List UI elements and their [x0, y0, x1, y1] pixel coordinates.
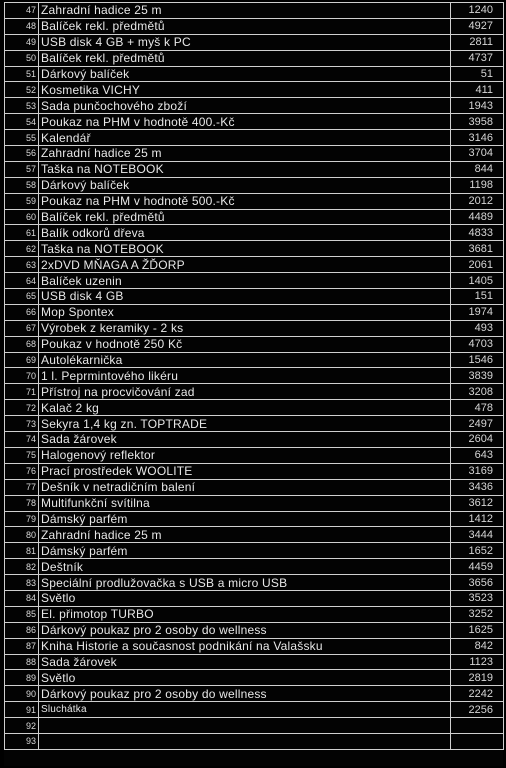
table-row: [5, 34, 504, 50]
table-row: [5, 733, 504, 749]
table-row: [5, 670, 504, 686]
table-row: [5, 146, 504, 162]
row-number: 54: [5, 114, 39, 130]
table-row: [5, 130, 504, 146]
table-row: [5, 495, 504, 511]
row-number: 85: [5, 606, 39, 622]
ticket-number: 2242: [451, 686, 504, 702]
row-number: 61: [5, 225, 39, 241]
table-row: [5, 575, 504, 591]
row-number: 90: [5, 686, 39, 702]
item-name: Sekyra 1,4 kg zn. TOPTRADE: [39, 416, 451, 432]
item-name: Prací prostředek WOOLITE: [39, 463, 451, 479]
item-name: Balíček rekl. předmětů: [39, 18, 451, 34]
table-row: [5, 257, 504, 273]
ticket-number: 3436: [451, 479, 504, 495]
ticket-number: 4833: [451, 225, 504, 241]
table-row: [5, 336, 504, 352]
ticket-number: 643: [451, 447, 504, 463]
ticket-number: 1240: [451, 3, 504, 19]
item-name: Sluchátka: [39, 702, 451, 718]
ticket-number: 1943: [451, 98, 504, 114]
ticket-number: 1412: [451, 511, 504, 527]
table-row: [5, 479, 504, 495]
table-row: [5, 718, 504, 734]
table-row: [5, 463, 504, 479]
ticket-number: 3839: [451, 368, 504, 384]
table-row: [5, 114, 504, 130]
row-number: 55: [5, 130, 39, 146]
row-number: 82: [5, 559, 39, 575]
table-row: [5, 511, 504, 527]
ticket-number: 3523: [451, 590, 504, 606]
ticket-number: 1198: [451, 177, 504, 193]
table-row: [5, 654, 504, 670]
table-row: [5, 193, 504, 209]
item-name: Světlo: [39, 670, 451, 686]
item-name: Taška na NOTEBOOK: [39, 161, 451, 177]
ticket-number: 3656: [451, 575, 504, 591]
row-number: 63: [5, 257, 39, 273]
item-name: Přístroj na procvičování zad: [39, 384, 451, 400]
item-name: Autolékarnička: [39, 352, 451, 368]
row-number: 77: [5, 479, 39, 495]
item-name: Kalač 2 kg: [39, 400, 451, 416]
row-number: 72: [5, 400, 39, 416]
item-name: USB disk 4 GB: [39, 289, 451, 305]
item-name: Zahradní hadice 25 m: [39, 3, 451, 19]
table-row: [5, 304, 504, 320]
row-number: 67: [5, 320, 39, 336]
item-name: [39, 733, 451, 749]
table-row: [5, 590, 504, 606]
ticket-number: 411: [451, 82, 504, 98]
ticket-number: 2061: [451, 257, 504, 273]
item-name: Dárkový poukaz pro 2 osoby do wellness: [39, 622, 451, 638]
ticket-number: 1625: [451, 622, 504, 638]
ticket-number: 3252: [451, 606, 504, 622]
item-name: [39, 718, 451, 734]
item-name: Balíček rekl. předmětů: [39, 50, 451, 66]
ticket-number: 1974: [451, 304, 504, 320]
ticket-number: 3681: [451, 241, 504, 257]
table-row: [5, 161, 504, 177]
ticket-number: 2604: [451, 432, 504, 448]
row-number: 88: [5, 654, 39, 670]
row-number: 68: [5, 336, 39, 352]
table-row: [5, 241, 504, 257]
ticket-number: 1405: [451, 273, 504, 289]
ticket-number: 151: [451, 289, 504, 305]
row-number: 76: [5, 463, 39, 479]
ticket-number: 4927: [451, 18, 504, 34]
row-number: 92: [5, 718, 39, 734]
row-number: 60: [5, 209, 39, 225]
row-number: 65: [5, 289, 39, 305]
table-row: [5, 98, 504, 114]
table-row: [5, 447, 504, 463]
ticket-number: [451, 718, 504, 734]
ticket-number: 3704: [451, 146, 504, 162]
item-name: Zahradní hadice 25 m: [39, 146, 451, 162]
table-row: [5, 622, 504, 638]
ticket-number: 4737: [451, 50, 504, 66]
row-number: 89: [5, 670, 39, 686]
item-name: Kalendář: [39, 130, 451, 146]
row-number: 78: [5, 495, 39, 511]
item-name: 1 l. Peprmintového likéru: [39, 368, 451, 384]
item-name: El. přimotop TURBO: [39, 606, 451, 622]
row-number: 47: [5, 3, 39, 19]
table-row: [5, 432, 504, 448]
item-name: Zahradní hadice 25 m: [39, 527, 451, 543]
row-number: 70: [5, 368, 39, 384]
ticket-number: 2819: [451, 670, 504, 686]
ticket-number: 3169: [451, 463, 504, 479]
row-number: 51: [5, 66, 39, 82]
item-name: USB disk 4 GB + myš k PC: [39, 34, 451, 50]
item-name: 2xDVD MŇAGA A ŽĎORP: [39, 257, 451, 273]
table-row: [5, 686, 504, 702]
item-name: Balíček uzenin: [39, 273, 451, 289]
table-row: [5, 559, 504, 575]
ticket-number: 3208: [451, 384, 504, 400]
prize-table-body: [5, 3, 504, 750]
table-row: [5, 543, 504, 559]
ticket-number: 51: [451, 66, 504, 82]
ticket-number: 2497: [451, 416, 504, 432]
item-name: Výrobek z keramiky - 2 ks: [39, 320, 451, 336]
row-number: 80: [5, 527, 39, 543]
row-number: 48: [5, 18, 39, 34]
item-name: Sada žárovek: [39, 654, 451, 670]
row-number: 69: [5, 352, 39, 368]
row-number: 49: [5, 34, 39, 50]
table-row: [5, 225, 504, 241]
row-number: 86: [5, 622, 39, 638]
table-row: [5, 384, 504, 400]
ticket-number: 2256: [451, 702, 504, 718]
ticket-number: 3958: [451, 114, 504, 130]
ticket-number: 1652: [451, 543, 504, 559]
table-row: [5, 368, 504, 384]
table-row: [5, 400, 504, 416]
table-row: [5, 416, 504, 432]
table-row: [5, 209, 504, 225]
ticket-number: 3444: [451, 527, 504, 543]
item-name: Poukaz na PHM v hodnotě 400.-Kč: [39, 114, 451, 130]
row-number: 73: [5, 416, 39, 432]
row-number: 75: [5, 447, 39, 463]
row-number: 62: [5, 241, 39, 257]
prize-table: [4, 2, 504, 750]
row-number: 53: [5, 98, 39, 114]
ticket-number: 3146: [451, 130, 504, 146]
row-number: 56: [5, 146, 39, 162]
row-number: 87: [5, 638, 39, 654]
item-name: Deštník: [39, 559, 451, 575]
table-row: [5, 606, 504, 622]
ticket-number: 2012: [451, 193, 504, 209]
item-name: Dárkový poukaz pro 2 osoby do wellness: [39, 686, 451, 702]
row-number: 50: [5, 50, 39, 66]
item-name: Dámský parfém: [39, 511, 451, 527]
item-name: Dámský parfém: [39, 543, 451, 559]
ticket-number: [451, 733, 504, 749]
ticket-number: 1123: [451, 654, 504, 670]
item-name: Mop Spontex: [39, 304, 451, 320]
item-name: Sada žárovek: [39, 432, 451, 448]
ticket-number: 842: [451, 638, 504, 654]
row-number: 91: [5, 702, 39, 718]
row-number: 64: [5, 273, 39, 289]
ticket-number: 2811: [451, 34, 504, 50]
item-name: Dešník v netradičním balení: [39, 479, 451, 495]
row-number: 79: [5, 511, 39, 527]
table-row: [5, 352, 504, 368]
table-row: [5, 66, 504, 82]
item-name: Balík odkorů dřeva: [39, 225, 451, 241]
table-row: [5, 18, 504, 34]
item-name: Světlo: [39, 590, 451, 606]
ticket-number: 478: [451, 400, 504, 416]
table-row: [5, 82, 504, 98]
ticket-number: 844: [451, 161, 504, 177]
table-row: [5, 289, 504, 305]
item-name: Taška na NOTEBOOK: [39, 241, 451, 257]
row-number: 83: [5, 575, 39, 591]
table-row: [5, 273, 504, 289]
ticket-number: 1546: [451, 352, 504, 368]
item-name: Balíček rekl. předmětů: [39, 209, 451, 225]
table-row: [5, 50, 504, 66]
ticket-number: 4489: [451, 209, 504, 225]
item-name: Kosmetika VICHY: [39, 82, 451, 98]
item-name: Halogenový reflektor: [39, 447, 451, 463]
ticket-number: 4703: [451, 336, 504, 352]
table-row: [5, 3, 504, 19]
item-name: Poukaz na PHM v hodnotě 500.-Kč: [39, 193, 451, 209]
row-number: 81: [5, 543, 39, 559]
item-name: Kniha Historie a současnost podnikání na Valašsku: [39, 638, 451, 654]
item-name: Sada punčochového zboží: [39, 98, 451, 114]
item-name: Poukaz v hodnotě 250 Kč: [39, 336, 451, 352]
row-number: 58: [5, 177, 39, 193]
prize-list-sheet: [4, 2, 503, 766]
table-row: [5, 702, 504, 718]
row-number: 59: [5, 193, 39, 209]
row-number: 66: [5, 304, 39, 320]
row-number: 84: [5, 590, 39, 606]
row-number: 71: [5, 384, 39, 400]
table-row: [5, 320, 504, 336]
row-number: 57: [5, 161, 39, 177]
item-name: Dárkový balíček: [39, 66, 451, 82]
row-number: 52: [5, 82, 39, 98]
item-name: Dárkový balíček: [39, 177, 451, 193]
table-row: [5, 177, 504, 193]
ticket-number: 3612: [451, 495, 504, 511]
ticket-number: 4459: [451, 559, 504, 575]
item-name: Multifunkční svítilna: [39, 495, 451, 511]
item-name: Speciální prodlužovačka s USB a micro USB: [39, 575, 451, 591]
row-number: 93: [5, 733, 39, 749]
row-number: 74: [5, 432, 39, 448]
ticket-number: 493: [451, 320, 504, 336]
table-row: [5, 638, 504, 654]
table-row: [5, 527, 504, 543]
